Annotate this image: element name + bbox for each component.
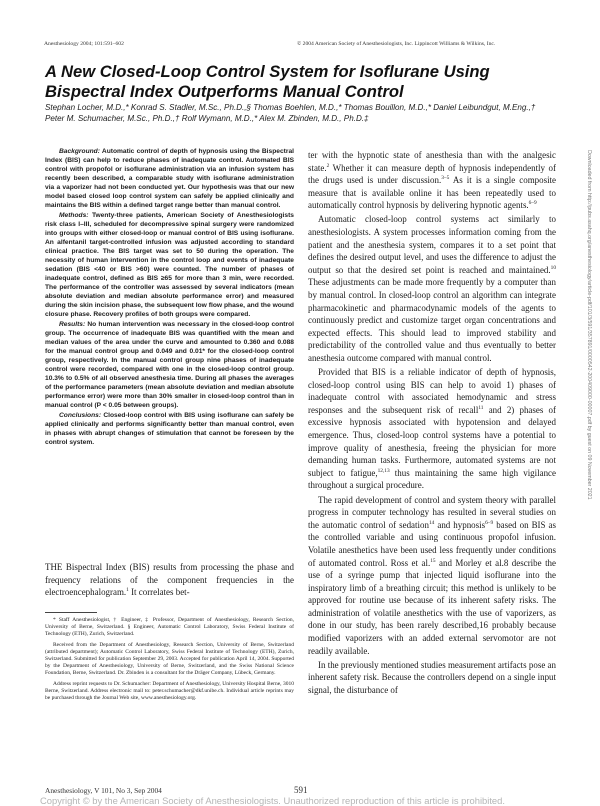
abstract-results-text: No human intervention was necessary in the closed-loop control group. The occurrence of inadequate BIS was quantified with the mean and median values of the area under the curve and amounted to 0.360 and 0.088 for the manual control group and 0.049 and 0.01* for the closed-loop control group, respectively. In the manual control group nine phases of inadequate control were recorded, compared with one in the closed-loop control group. 10.3% to 0.5% of all observed anesthesia time. During all phases the averages of the performance parameters (mean absolute deviation and median absolute performance error) were more than 30% smaller in closed-loop control than in manual control (P < 0.05 between groups). xyxy=(45,320,294,410)
running-header-journal: Anesthesiology 2004; 101:591–602 xyxy=(44,41,124,47)
abstract-methods-label: Methods: xyxy=(59,211,89,219)
footnote-affiliations: * Staff Anesthesiologist, † Engineer, ‡ Professor, Department of Anesthesiology, Research Section, University of Berne, Switzerland. § Engineer, Automatic Control Laboratory, Swiss Federal Institute of Technology (ETH), Zurich, Switzerland. xyxy=(45,617,294,638)
footer-citation: Anesthesiology, V 101, No 3, Sep 2004 xyxy=(45,786,162,795)
ref-sup: 14 xyxy=(428,519,435,526)
ref-sup: 11 xyxy=(478,404,484,411)
body-text: and Morley et al.8 describe the use of a syringe pump that injected liquid isoflurane into the inspiratory limb of a breathing circuit; this method is unlikely to be approved for routine use because of its inherent safety risks. The administration of volatile anesthetics with the use of vaporizers, as done in our study, has been rarely described,16 probably because modified vaporizers with an added external servomotor are not readily available. xyxy=(308,557,556,656)
body-paragraph xyxy=(308,366,556,492)
body-text: Provided that BIS is a reliable indicator of depth of hypnosis, closed-loop control using BIS can help to avoid 1) phases of inadequate control with associated hemodynamic and stress responses and the subsequent risk of recall xyxy=(308,367,556,415)
copyright-notice: Copyright © by the American Society of Anesthesiologists. Unauthorized reproduction of this article is prohibited. xyxy=(40,795,505,806)
download-watermark-text: Downloaded from http://pubs.asahq.org/anesthesiology/article-pdf/101/3/591/357891/0000542-200409000-00007.pdf by guest on 09 November 2021 xyxy=(586,150,592,500)
intro-text: THE Bispectral Index (BIS) results from processing the phase and frequency relations of the component frequencies in the electroencephalogram. xyxy=(45,562,294,598)
body-text: thus maintaining the same high vigilance throughout a surgical procedure. xyxy=(308,467,556,491)
abstract-background xyxy=(45,147,294,210)
ref-sup: 15 xyxy=(430,557,436,564)
body-paragraph xyxy=(308,149,556,212)
body-paragraph xyxy=(308,213,556,364)
body-text: and 2) phases of excessive hypnosis associated with hypotension and delayed emergence. Thus, closed-loop control systems have a potential to improve quality of anesthesia, freeing the physician for more demanding human tasks. Furthermore, automated systems are not subject to fatigue, xyxy=(308,404,556,478)
intro-ref: 1 xyxy=(126,587,129,594)
abstract-results-label: Results: xyxy=(59,320,86,328)
body-text: and hypnosis xyxy=(434,519,486,530)
body-paragraph xyxy=(308,494,556,658)
body-text: As it is a single composite measure that is available online it has been repeatedly used to automatically control hypnosis by delivering hypnotic agents. xyxy=(308,175,556,211)
footnote-received: Received from the Department of Anesthesiology, Research Section, University of Berne, Switzerland (attributed department); Automatic Control Laboratory, Swiss Federal Institute of Technology (ETH), Zurich, Switzerland. Submitted for publication September 29, 2003. Accepted for publication April 14, 2004. Supported by the Department of Anesthesiology, University of Berne, Switzerland, and the Swiss National Science Foundation, Berne, Switzerland. Dr. Zbinden is a consultant for the Dräger Company, Lübeck, Germany. xyxy=(45,641,294,677)
body-text: ter with the hypnotic state of anesthesia than with the analgesic state. xyxy=(308,150,556,173)
abstract-background-text: Automatic control of depth of hypnosis using the Bispectral Index (BIS) can help to reduce phases of inadequate control. Automated BIS control with propofol or isoflurane administration via an infusion system has recently been described, a comparable study with isoflurane administration via a vaporizer had not been conducted yet. Our hypothesis was that our new model based closed loop control system can safely be applied clinically and maintains the BIS within a defined target range better than manual control. xyxy=(45,148,294,210)
abstract-methods-text: Twenty-three patients, American Society of Anesthesiologists risk class I–III, scheduled for decompressive spinal surgery were randomized into groups with either closed-loop or manual control of BIS using isoflurane. An alfentanil target-controlled infusion was adjusted according to standard clinical practice. The BIS target was set to 50 during the operation. The necessity of human intervention in the control loop and events of inadequate sedation (BIS <40 or BIS >60) were counted. The number of phases of inadequate control, defined as BIS ≥65 for more than 3 min, were recorded. The performance of the controller was assessed by several indicators (mean absolute deviation and median absolute performance error) and measured during the skin incision phase, the subsequent low flow phase, and the wound closure phase. Recovery profiles of both groups were compared. xyxy=(45,211,294,319)
footnote-reprints: Address reprint requests to Dr. Schumacher: Department of Anesthesiology, University Hospital Berne, 3010 Berne, Switzerland. Address electronic mail to: peter.schumacher@dkf.unibe.ch. Individual article reprints may be purchased through the Journal Web site, www.anesthesiology.org. xyxy=(45,680,294,702)
body-text: based on BIS as the controlled variable and using continuous propofol infusion. Volatile anesthetics have been used less frequently under conditions of automated control. Ross et al. xyxy=(308,519,556,568)
intro-tail: It correlates bet- xyxy=(128,587,190,598)
abstract-conclusions-text: Closed-loop control with BIS using isoflurane can safely be applied clinically and performs significantly better than manual control, even in phases with abrupt changes of stimulation that cannot be foreseen by the control system. xyxy=(45,411,294,446)
ref-sup: 12,13 xyxy=(377,467,390,474)
abstract-methods xyxy=(45,211,294,320)
abstract-background-label: Background: xyxy=(59,148,100,155)
body-paragraph xyxy=(308,659,556,697)
article-title: A New Closed-Loop Control System for Isoflurane Using Bispectral Index Outperforms Manual Control xyxy=(45,62,490,101)
running-header-copyright: © 2004 American Society of Anesthesiologists, Inc. Lippincott Williams & Wilkins, Inc. xyxy=(297,41,496,47)
introduction-paragraph xyxy=(45,561,294,599)
footnotes xyxy=(45,617,294,705)
ref-sup: 2 xyxy=(326,162,330,169)
footnote-divider xyxy=(45,612,97,613)
abstract-conclusions-label: Conclusions: xyxy=(59,411,102,419)
body-text: Whether it can measure depth of hypnosis independently of the drugs used is under discussion. xyxy=(308,162,556,186)
download-watermark xyxy=(584,150,592,590)
abstract-results xyxy=(45,320,294,410)
body-text: These adjustments can be made more frequently by a computer than by manual control. In closed-loop control an algorithm can integrate pharmacokinetic and pharmacodynamic models of the agents to continuously predict and customize target organ concentrations and expected effects. This should lead to improved stability and predictability of the controlled value and thus eventually to better anesthesia outcome compared with manual control. xyxy=(308,277,556,363)
right-column xyxy=(308,149,556,698)
author-list: Stephan Locher, M.D.,* Konrad S. Stadler, M.Sc., Ph.D.,§ Thomas Boehlen, M.D.,* Thomas Bouillon, M.D.,* Daniel Leibundgut, M.Eng.,† Peter M. Schumacher, M.Sc., Ph.D.,† Rolf Wymann, M.D.,* Alex M. Zbinden, M.D., Ph.D.‡ xyxy=(45,103,536,123)
body-text: In the previously mentioned studies measurement artifacts pose an inherent safety risk. Because the controllers depend on a single input signal, the disturbance of xyxy=(308,659,556,695)
body-text: Automatic closed-loop control systems act similarly to anesthesiologists. A system processes information coming from the patient and the anesthesia system, compares it to a set point that defines the desired output level, and uses the difference to adjust the output so that the desired set point is reached and maintained. xyxy=(308,214,556,275)
ref-sup: 6–9 xyxy=(485,519,494,526)
body-text: The rapid development of control and system theory with parallel progress in computer technology has resulted in several studies on the automatic control of sedation xyxy=(308,494,556,530)
abstract-conclusions xyxy=(45,411,294,447)
ref-sup: 6–9 xyxy=(528,200,537,207)
page-number: 591 xyxy=(294,785,308,795)
ref-sup: 3–5 xyxy=(441,175,450,182)
ref-sup: 10 xyxy=(550,264,556,271)
abstract xyxy=(45,147,294,448)
